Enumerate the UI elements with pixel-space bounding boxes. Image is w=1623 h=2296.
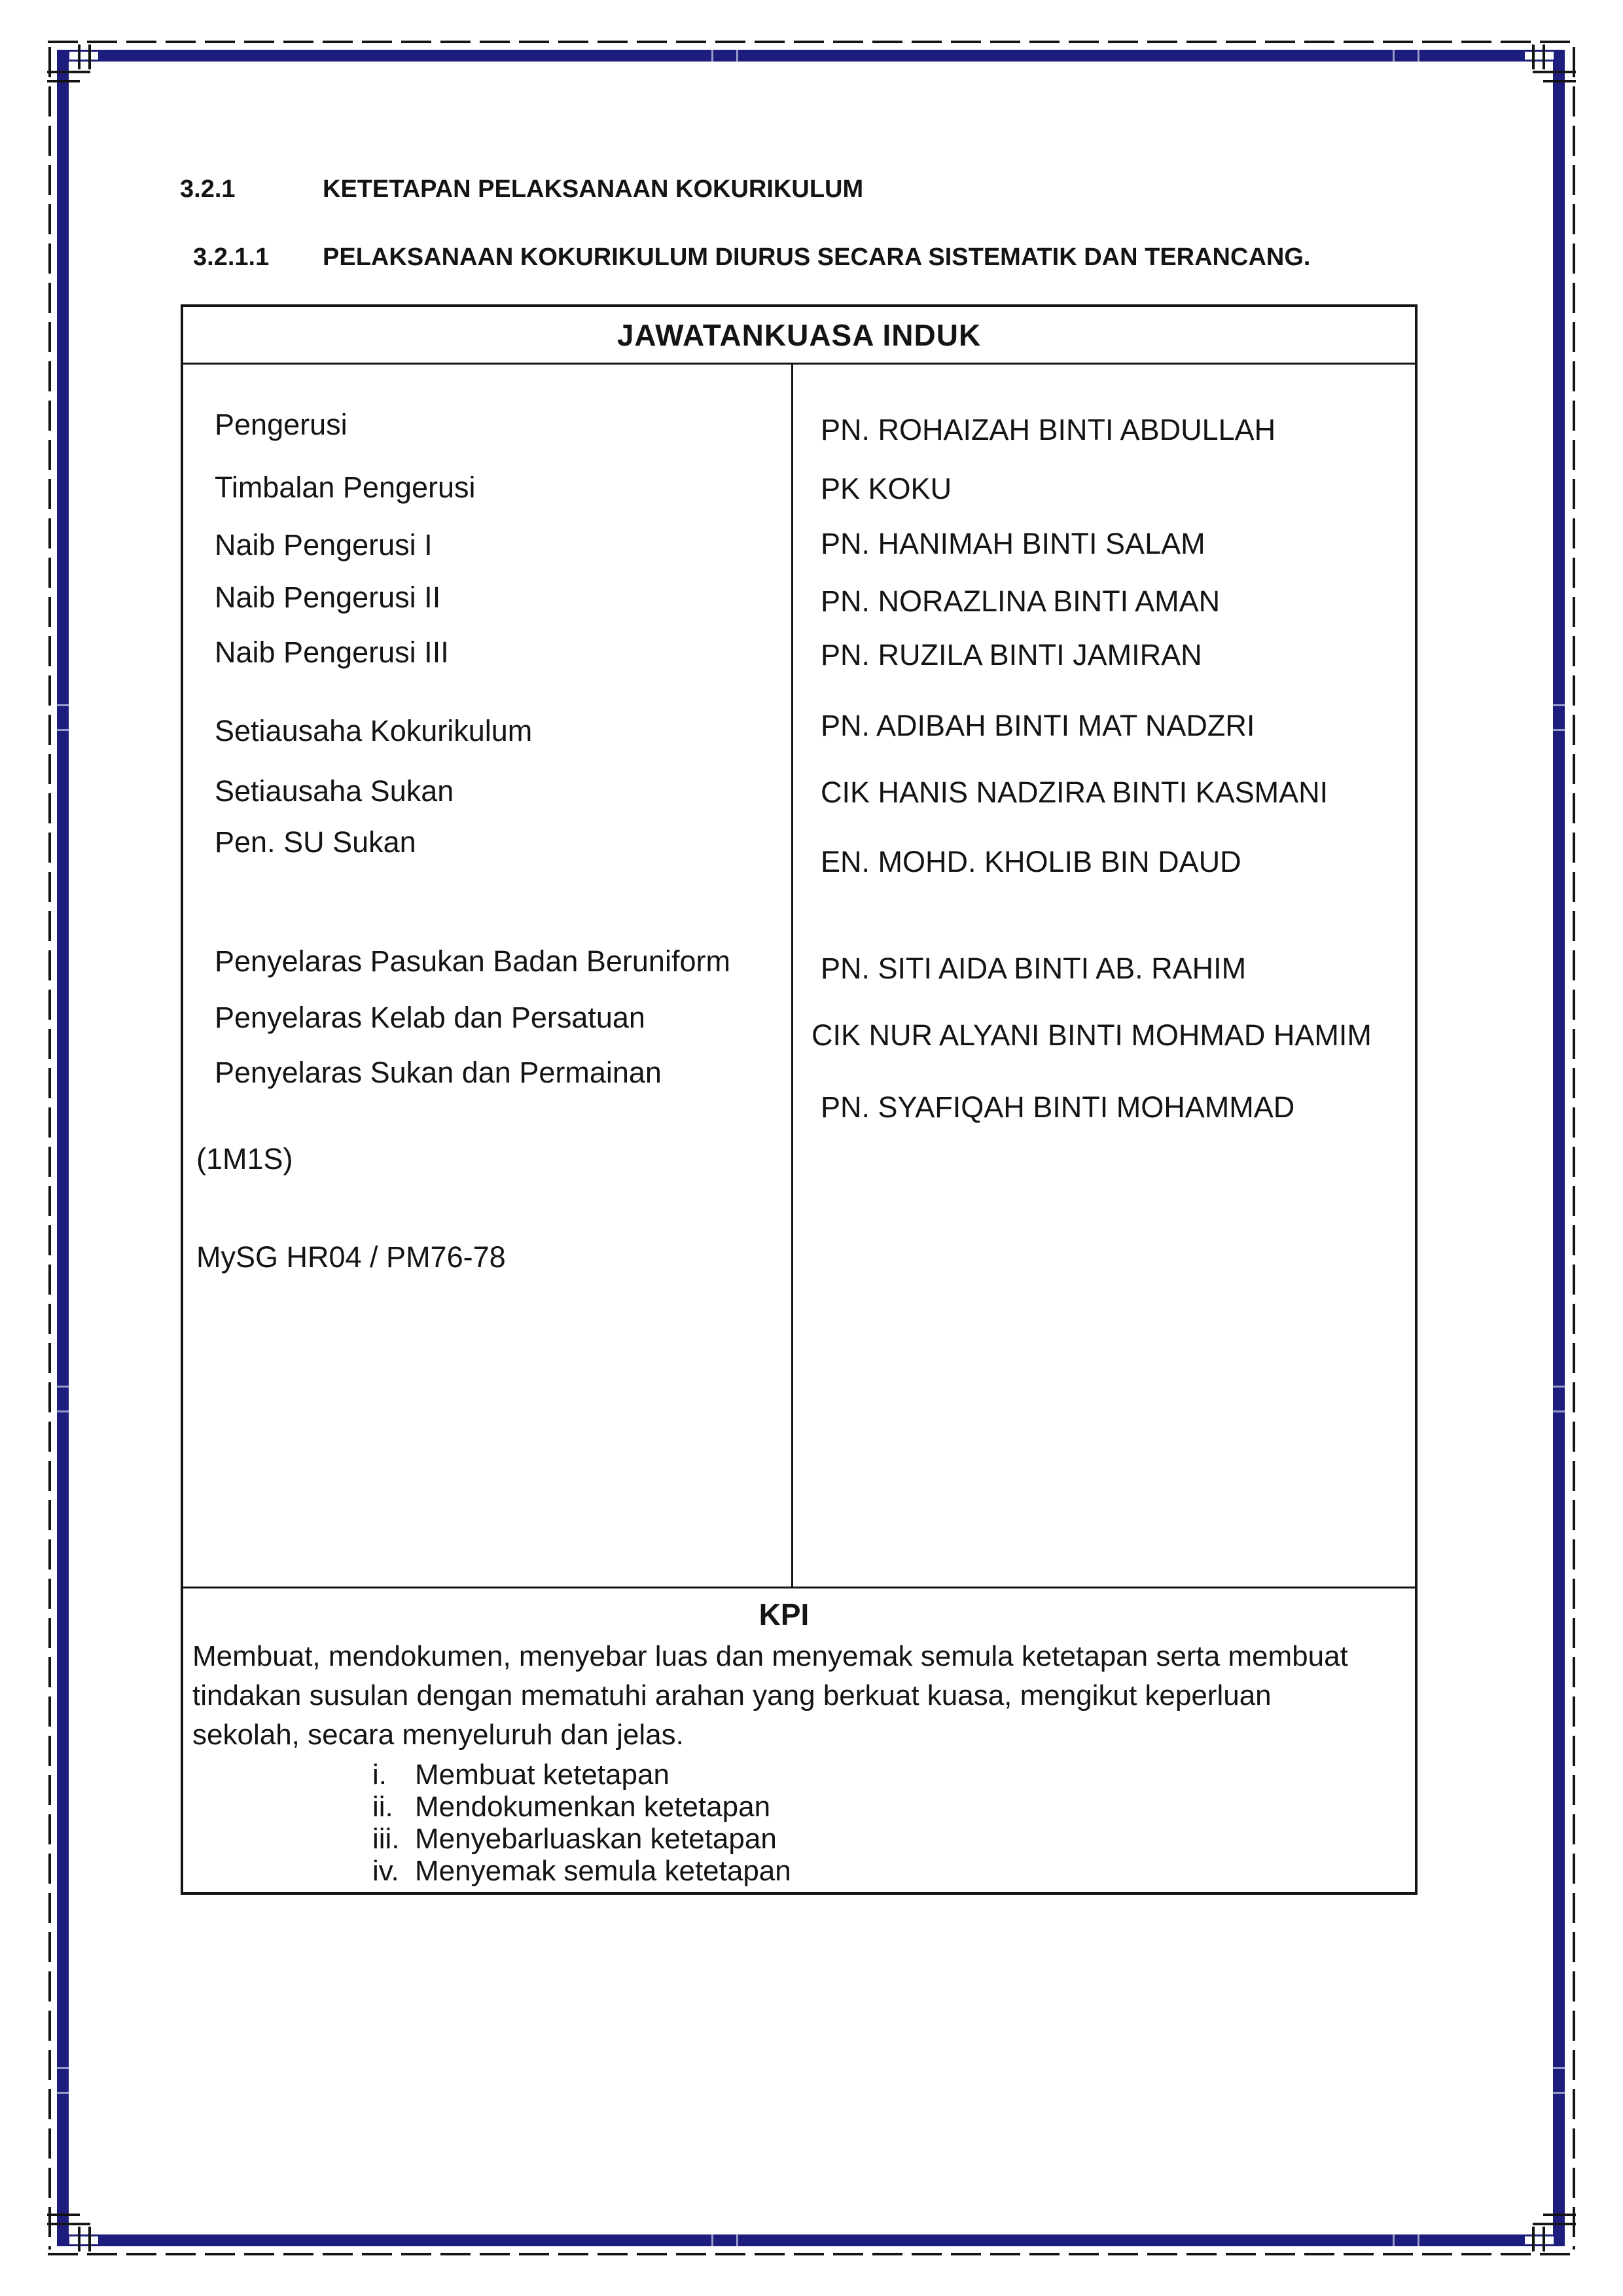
kpi-item-numeral: iv. [372, 1855, 399, 1887]
section-number: 3.2.1 [180, 175, 236, 203]
border-dash-bottom [48, 2253, 1575, 2255]
position-item: Pen. SU Sukan [215, 825, 416, 859]
border-band-top [57, 50, 1565, 62]
subsection-heading [180, 243, 1310, 272]
section-heading [180, 175, 863, 204]
kpi-item-numeral: i. [372, 1759, 387, 1791]
border-band-left [57, 50, 69, 2246]
border-corner-joint [69, 50, 98, 62]
kpi-list [372, 1759, 1376, 1887]
position-item: Penyelaras Kelab dan Persatuan [215, 1001, 645, 1034]
kpi-item-numeral: iii. [372, 1823, 400, 1855]
border-corner-mark [1533, 71, 1576, 73]
kpi-item-text: Menyemak semula ketetapan [415, 1855, 791, 1887]
kpi-item-numeral: ii. [372, 1791, 393, 1823]
name-item: PN. SITI AIDA BINTI AB. RAHIM [821, 952, 1247, 985]
position-item: Naib Pengerusi I [215, 528, 433, 562]
position-list [183, 365, 793, 1587]
border-corner-mark [78, 45, 80, 69]
border-corner-joint [1525, 50, 1554, 62]
kpi-section [183, 1598, 1415, 1897]
kpi-item-text: Membuat ketetapan [415, 1759, 669, 1791]
border-band-right [1553, 50, 1565, 2246]
kpi-list-item [372, 1791, 1376, 1823]
name-item: CIK HANIS NADZIRA BINTI KASMANI [821, 776, 1329, 809]
name-list [793, 365, 1415, 1587]
border-corner-mark [47, 80, 80, 82]
name-item: EN. MOHD. KHOLIB BIN DAUD [821, 845, 1241, 878]
name-item: PN. SYAFIQAH BINTI MOHAMMAD [821, 1090, 1295, 1124]
name-item: CIK NUR ALYANI BINTI MOHMAD HAMIM [812, 1018, 1372, 1052]
kpi-item-text: Menyebarluaskan ketetapan [415, 1823, 777, 1855]
border-corner-mark [47, 2214, 80, 2216]
border-corner-joint [1525, 2234, 1554, 2246]
position-item: MySG HR04 / PM76-78 [196, 1240, 506, 1274]
border-corner-mark [1532, 2227, 1535, 2251]
position-item: Setiausaha Kokurikulum [215, 714, 533, 747]
border-corner-mark [1543, 45, 1545, 69]
name-item: PK KOKU [821, 472, 952, 505]
name-item: PN. NORAZLINA BINTI AMAN [821, 584, 1221, 618]
kpi-list-item [372, 1823, 1376, 1855]
border-corner-joint [69, 2234, 98, 2246]
subsection-title: PELAKSANAAN KOKURIKULUM DIURUS SECARA SISTEMATIK DAN TERANCANG. [323, 243, 1311, 271]
position-item: Setiausaha Sukan [215, 774, 454, 808]
table-body [183, 365, 1415, 1588]
position-item: Naib Pengerusi III [215, 636, 449, 669]
name-item: PN. HANIMAH BINTI SALAM [821, 527, 1205, 560]
kpi-title: KPI [758, 1598, 810, 1632]
border-corner-mark [1532, 45, 1535, 69]
border-corner-mark [88, 45, 91, 69]
border-dash-top [48, 41, 1575, 43]
border-corner-mark [88, 2227, 91, 2251]
name-item: PN. RUZILA BINTI JAMIRAN [821, 638, 1202, 672]
border-corner-mark [78, 2227, 80, 2251]
position-item: Pengerusi [215, 408, 348, 441]
section-title: KETETAPAN PELAKSANAAN KOKURIKULUM [323, 175, 864, 203]
border-corner-mark [1543, 2227, 1545, 2251]
kpi-description: Membuat, mendokumen, menyebar luas dan menyemak semula ketetapan serta membuat tindakan susulan dengan mematuhi arahan yang berkuat kuasa, mengikut keperluan sekolah, secara menyeluruh dan jelas. [192, 1640, 1348, 1751]
border-dash-left [48, 47, 51, 2250]
border-corner-mark [47, 2223, 90, 2225]
position-item: (1M1S) [196, 1142, 293, 1175]
border-corner-mark [1533, 2223, 1576, 2225]
kpi-item-text: Mendokumenkan ketetapan [415, 1791, 771, 1823]
border-dash-right [1573, 47, 1575, 2250]
position-item: Naib Pengerusi II [215, 581, 441, 614]
name-item: PN. ROHAIZAH BINTI ABDULLAH [821, 413, 1276, 446]
subsection-number: 3.2.1.1 [193, 243, 270, 271]
border-band-bottom [57, 2234, 1565, 2246]
table-header: JAWATANKUASA INDUK [183, 307, 1415, 365]
kpi-list-item [372, 1855, 1376, 1887]
kpi-list-item [372, 1759, 1376, 1791]
position-item: Penyelaras Sukan dan Permainan [215, 1056, 662, 1089]
committee-table [181, 304, 1418, 1895]
name-item: PN. ADIBAH BINTI MAT NADZRI [821, 709, 1255, 742]
position-item: Penyelaras Pasukan Badan Beruniform [215, 944, 730, 978]
border-corner-mark [47, 71, 90, 73]
border-corner-mark [1543, 80, 1576, 82]
border-corner-mark [1543, 2214, 1576, 2216]
position-item: Timbalan Pengerusi [215, 471, 476, 504]
